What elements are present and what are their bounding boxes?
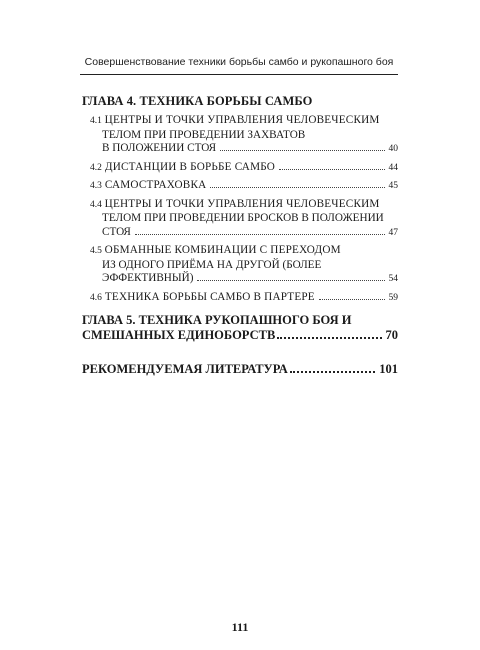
entry-title-line: ТЕХНИКА БОРЬБЫ САМБО В ПАРТЕРЕ (104, 290, 315, 303)
entry-last-line (82, 328, 398, 343)
dot-leader (319, 299, 385, 300)
entry-number: 4.3 (90, 181, 102, 191)
entry-page-number: 70 (385, 327, 398, 342)
entry-page-number: 45 (388, 181, 398, 191)
entry-title-line: САМОСТРАХОВКА (104, 179, 207, 191)
entry-title-line: ДИСТАНЦИИ В БОРЬБЕ САМБО (104, 160, 276, 173)
toc-entry-chapter-5[interactable] (82, 313, 398, 342)
entry-number: 4.1 (90, 116, 102, 126)
toc-entry-4-3[interactable] (82, 179, 398, 194)
entry-last-line (90, 179, 398, 194)
entry-title-line: ТЕЛОМ ПРИ ПРОВЕДЕНИИ ЗАХВАТОВ (102, 128, 306, 141)
entry-number: 4.2 (90, 162, 102, 173)
entry-last-line (90, 226, 398, 241)
dot-leader (290, 371, 375, 373)
entry-page-number: 59 (388, 292, 398, 303)
toc-entry-4-2[interactable] (82, 161, 398, 176)
entry-page-number: 101 (379, 362, 398, 376)
spacer (82, 346, 398, 358)
entry-title-line: ИЗ ОДНОГО ПРИЁМА НА ДРУГОЙ (БОЛЕЕ (102, 258, 322, 271)
dot-leader (279, 169, 384, 170)
entry-title-line: ЦЕНТРЫ И ТОЧКИ УПРАВЛЕНИЯ ЧЕЛОВЕЧЕСКИМ (104, 197, 380, 210)
dot-leader (197, 280, 384, 281)
entry-last-line (90, 161, 398, 176)
toc-entry-4-1[interactable] (82, 114, 398, 157)
dot-leader (210, 187, 384, 188)
toc-entry-4-6[interactable] (82, 291, 398, 306)
toc-entry-4-4[interactable] (82, 198, 398, 241)
dot-leader (135, 234, 385, 235)
literature-title: РЕКОМЕНДУЕМАЯ ЛИТЕРАТУРА (82, 362, 288, 376)
chapter-5-title-line: СМЕШАННЫХ ЕДИНОБОРСТВ (82, 327, 276, 342)
entry-title-line: СТОЯ (102, 225, 131, 238)
entry-last-line (82, 362, 398, 377)
entry-page-number: 47 (388, 227, 398, 238)
toc-entry-literature[interactable] (82, 362, 398, 377)
entry-title-line: ЭФФЕКТИВНЫЙ) (102, 272, 194, 284)
dot-leader (277, 337, 381, 339)
entry-last-line (90, 291, 398, 306)
entry-number: 4.4 (90, 199, 102, 210)
table-of-contents (82, 94, 398, 381)
entry-number: 4.6 (90, 292, 102, 303)
page-number: 111 (231, 620, 249, 634)
entry-title-line: ОБМАННЫЕ КОМБИНАЦИИ С ПЕРЕХОДОМ (104, 244, 341, 256)
entry-page-number: 44 (388, 162, 398, 173)
toc-entry-4-5[interactable] (82, 244, 398, 287)
chapter-5-title-line: ГЛАВА 5. ТЕХНИКА РУКОПАШНОГО БОЯ И (82, 313, 352, 327)
entry-last-line (90, 142, 398, 157)
entry-title-line: В ПОЛОЖЕНИИ СТОЯ (102, 142, 217, 154)
entry-page-number: 54 (388, 274, 398, 284)
entry-page-number: 40 (388, 144, 398, 154)
chapter-4-heading: ГЛАВА 4. ТЕХНИКА БОРЬБЫ САМБО (82, 94, 313, 108)
entry-number: 4.5 (90, 246, 102, 256)
entry-title-line: ТЕЛОМ ПРИ ПРОВЕДЕНИИ БРОСКОВ В ПОЛОЖЕНИИ (102, 212, 384, 224)
entry-last-line (90, 272, 398, 287)
dot-leader (220, 150, 384, 151)
running-header: Совершенствование техники борьбы самбо и рукопашного боя (80, 56, 398, 75)
entry-title-line: ЦЕНТРЫ И ТОЧКИ УПРАВЛЕНИЯ ЧЕЛОВЕЧЕСКИМ (104, 114, 380, 126)
